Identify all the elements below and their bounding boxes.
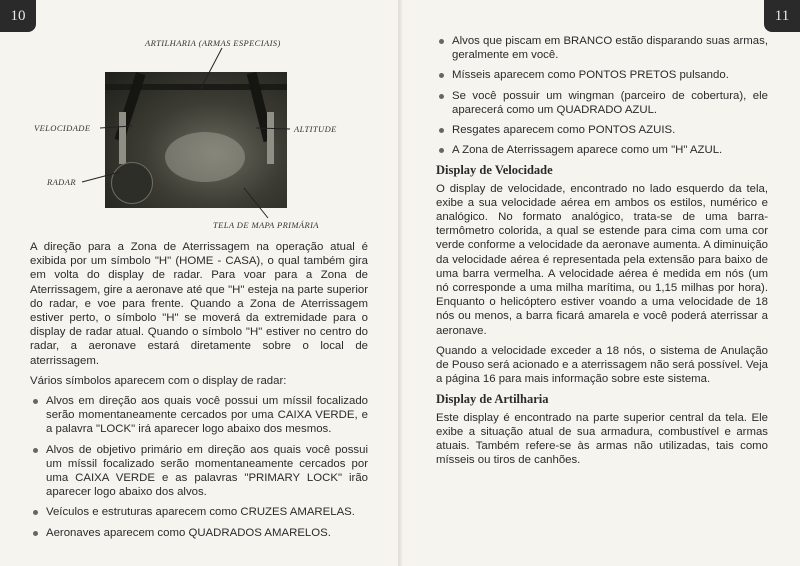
label-velocidade: VELOCIDADE bbox=[34, 123, 91, 133]
page-number-left: 10 bbox=[0, 0, 36, 32]
list-item-text: Alvos de objetivo primário em direção aos quais você possui um míssil focalizado serão momentaneamente cercados por uma CAIXA VERDE e as palavras "PRIMARY LOCK" irão aparecer logo abaixo dos alvos. bbox=[46, 443, 368, 499]
heading-display-artilharia: Display de Artilharia bbox=[436, 392, 549, 407]
label-altitude: ALTITUDE bbox=[294, 124, 337, 134]
list-item bbox=[30, 394, 368, 437]
left-body bbox=[30, 240, 368, 546]
list-item bbox=[436, 123, 768, 137]
list-item-text: Veículos e estruturas aparecem como CRUZES AMARELAS. bbox=[46, 506, 355, 519]
bullet-icon bbox=[33, 531, 38, 536]
paragraph-artilharia: Este display é encontrado na parte superior central da tela. Ele exibe a situação atual de sua armadura, combustível e armas atuais. Também refere-se às armas não utilizadas, tais como mísseis ou tiros de canhões. bbox=[436, 411, 768, 467]
right-body bbox=[436, 34, 768, 473]
list-item bbox=[30, 443, 368, 500]
list-item bbox=[436, 34, 768, 62]
callout-lines bbox=[0, 0, 398, 240]
list-item bbox=[30, 505, 368, 519]
list-item bbox=[30, 526, 368, 540]
label-tela-mapa: TELA DE MAPA PRIMÁRIA bbox=[213, 220, 319, 230]
list-item bbox=[436, 68, 768, 82]
paragraph-direcao: A direção para a Zona de Aterrissagem na operação atual é exibida por um símbolo "H" (HOME - CASA), o qual também gira em volta do display de radar. Para voar para a Zona de Aterrissagem, gire a aeronave até que "H" esteja na parte superior do radar, e voe para frente. Quando a Zona de Aterrissagem estiver perto, o símbolo "H" se moverá da extremidade para o display de radar atual. Quando o símbolo "H" estiver no centro do radar, a aeronave estará diretamente sobre o local de aterrissagem. bbox=[30, 241, 368, 367]
paragraph-velocidade-2: Quando a velocidade exceder a 18 nós, o sistema de Anulação de Pouso será acionado e a aterrissagem não será possível. Veja a página 16 para mais informação sobre este sistema. bbox=[436, 344, 768, 386]
bullet-icon bbox=[439, 128, 444, 133]
list-item bbox=[436, 89, 768, 117]
right-page bbox=[402, 0, 800, 566]
bullet-icon bbox=[439, 148, 444, 153]
list-item-text: A Zona de Aterrissagem aparece como um "H" AZUL. bbox=[452, 144, 723, 157]
list-item-text: Se você possuir um wingman (parceiro de cobertura), ele aparecerá como um QUADRADO AZUL. bbox=[452, 89, 768, 116]
label-radar: RADAR bbox=[47, 177, 76, 187]
list-item bbox=[436, 143, 768, 157]
bullet-icon bbox=[439, 39, 444, 44]
list-item-text: Resgates aparecem como PONTOS AZUIS. bbox=[452, 124, 676, 137]
page-number-right: 11 bbox=[764, 0, 800, 32]
bullet-icon bbox=[33, 510, 38, 515]
list-item-text: Aeronaves aparecem como QUADRADOS AMARELOS. bbox=[46, 526, 331, 539]
left-page bbox=[0, 0, 398, 566]
label-artilharia: ARTILHARIA (ARMAS ESPECIAIS) bbox=[145, 38, 281, 48]
paragraph-velocidade-1: O display de velocidade, encontrado no lado esquerdo da tela, exibe a sua velocidade aérea em ambos os estilos, numérico e analógico. No formato analógico, trata-se de uma barra-termômetro colorida, a qual se estende para cima com uma cor verde conforme a velocidade da aeronave aumenta. A diminuição da velocidade aérea é representada pela extensão para baixo de uma barra vermelha. A velocidade aérea é medida em nós (um nó corresponde a uma milha marítima, ou 1,15 milhas por hora). Enquanto o helicóptero estiver voando a uma velocidade de 18 nós ou menos, a barra ficará amarela e você poderá aterrissar a aeronave. bbox=[436, 182, 768, 337]
list-item-text: Alvos em direção aos quais você possui um míssil focalizado serão momentaneamente cercados por uma CAIXA VERDE, e a palavra "LOCK" irá aparecer logo abaixo dos mesmos. bbox=[46, 395, 368, 436]
paragraph-simbolos: Vários símbolos aparecem com o display de radar: bbox=[30, 374, 287, 387]
list-item-text: Alvos que piscam em BRANCO estão disparando suas armas, geralmente em você. bbox=[452, 35, 768, 62]
right-bullet-list bbox=[436, 34, 768, 157]
bullet-icon bbox=[439, 94, 444, 99]
heading-display-velocidade: Display de Velocidade bbox=[436, 163, 553, 178]
bullet-icon bbox=[33, 399, 38, 404]
bullet-icon bbox=[439, 73, 444, 78]
list-item-text: Mísseis aparecem como PONTOS PRETOS pulsando. bbox=[452, 69, 729, 82]
bullet-icon bbox=[33, 448, 38, 453]
left-bullet-list bbox=[30, 394, 368, 540]
